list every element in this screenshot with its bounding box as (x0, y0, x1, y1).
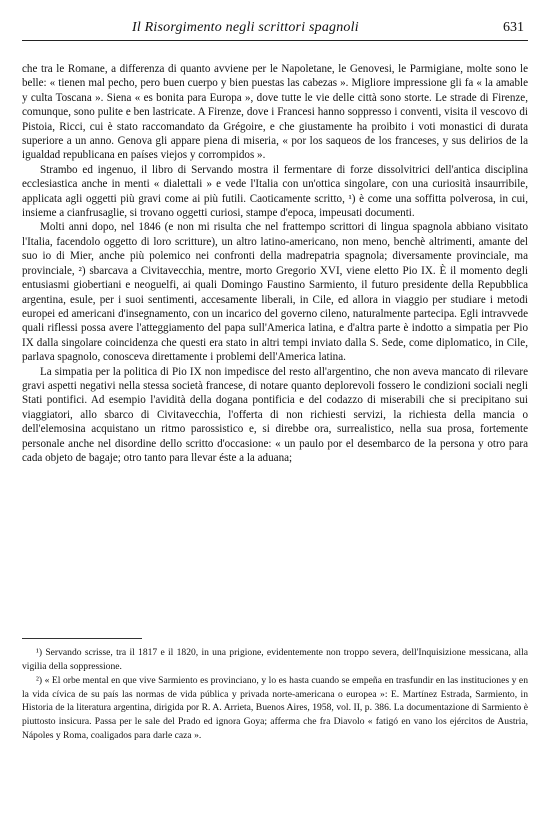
main-text (22, 62, 528, 465)
paragraph: Molti anni dopo, nel 1846 (e non mi risulta che nel frattempo scrittori di lingua spagnola abbiano visitato l'Italia, facendolo oggetto di loro scritture), un altro latino-americano, non meno, benchè altrimenti, amante del suo io di Mier, anche più polemico nei confronti della madrepatria spagnola; diversamente provinciale, ma provinciale, ²) sbarcava a Civitavecchia, mentre, morto Gregorio XVI, viene eletto Pio IX. È il momento degli entusiasmi giobertiani e neoguelfi, ai quali Domingo Faustino Sarmiento, il futuro presidente della Repubblica argentina, esule, per i suoi sentimenti, accesamente liberali, in Cile, ed allora in viaggio per studiare i metodi europei ed americani d'insegnamento, con un incarico del governo cileno, naturalmente partecipa. Egli intravvede quali riflessi possa avere l'atteggiamento del papa sull'America latina, e d'altra parte è indotto a simpatia per Pio IX dalla singolare coincidenza che questi era stato in altri tempi inviato dalla S. Sede, come diplomatico, in Cile, parlava spagnolo, conosceva direttamente i problemi dell'America latina. (22, 221, 528, 364)
footnote: ¹) Servando scrisse, tra il 1817 e il 1820, in una prigione, evidentemente non troppo severa, dell'Inquisizione messicana, alla vigilia della soppressione. (22, 647, 528, 672)
paragraph: Strambo ed ingenuo, il libro di Servando mostra il fermentare di forze dissolvitrici dell'antica disciplina ecclesiastica anche in menti « dialettali » e vede l'Italia con un'ottica singolare, con una curiosità insaurribile, applicata agli oggetti più gravi come ai più futili. Caoticamente scritto, ¹) è come una soffitta polverosa, in cui, insieme a cianfrusaglie, si trovano oggetti curiosi, stampe d'epoca, impeusati documenti. (22, 163, 528, 220)
footnote: ²) « El orbe mental en que vive Sarmiento es provinciano, y lo es hasta cuando se empeña en trasfundir en las instituciones y en la vida cívica de su país las normas de vida pública y privada norte-americana o europea »: E. Martínez Estrada, Sarmiento, in Historia de la literatura argentina, dirigida por R. A. Arrieta, Buenos Aires, 1958, vol. II, p. 386. La documentazione di Sarmiento è piuttosto insicura. Passa per le sale del Prado ed ignora Goya; afferma che fra Diavolo « fatigó en vano los ejércitos de Austria, Nápoles y Roma, coaligados para darle caza ». (22, 675, 528, 741)
running-title: Il Risorgimento negli scrittori spagnoli (132, 20, 359, 35)
paragraph: La simpatia per la politica di Pio IX non impedisce del resto all'argentino, che non aveva mancato di rilevare gravi aspetti negativi nella stessa società francese, di notare quanto deplorevoli fossero le condizioni sociali negli Stati pontifici. Ad esempio l'avidità della dogana pontificia e del codazzo di miserabili che si precipitano sui viaggiatori, allo sbarco di Civitavecchia, l'offerta di non richiesti servizi, la richiesta della mancia o dell'elemosina acquistano un ritmo parossistico e, si direbbe ora, surrealistico, nella sua prosa, fortemente personale anche nel disordine dello scritto d'occasione: « un paulo por el desembarco de la persona y otro para cada objeto de bagaje; otro tanto para llevar éste a la aduana; (22, 365, 528, 464)
running-header (22, 20, 528, 41)
page-number: 631 (503, 20, 524, 35)
footnotes (22, 646, 528, 743)
paragraph: che tra le Romane, a differenza di quanto avviene per le Napoletane, le Genovesi, le Parmigiane, molte sono le belle: « tienen mal pecho, pero buen cuerpo y bien puestas las cabezas ». Migliore impressione gli fa « la amable y culta Toscana ». Siena « es bonita para Europa », dove tutte le vie delle città sono storte. Le strade di Firenze, comunque, sono pulite e ben lastricate. A Firenze, dove i Francesi hanno soppresso i conventi, visita il vescovo di Pistoia, Ricci, cui è stato raccomandato da Grégoire, e che giustamente ha proibito i voti monastici di durata superiore a un anno. Genova gli appare piena di miseria, « por los saqueos de los franceses, y sus delirios de la igualdad republicana en países viejos y corrompidos ». (22, 63, 528, 162)
footnote-divider (22, 638, 142, 639)
